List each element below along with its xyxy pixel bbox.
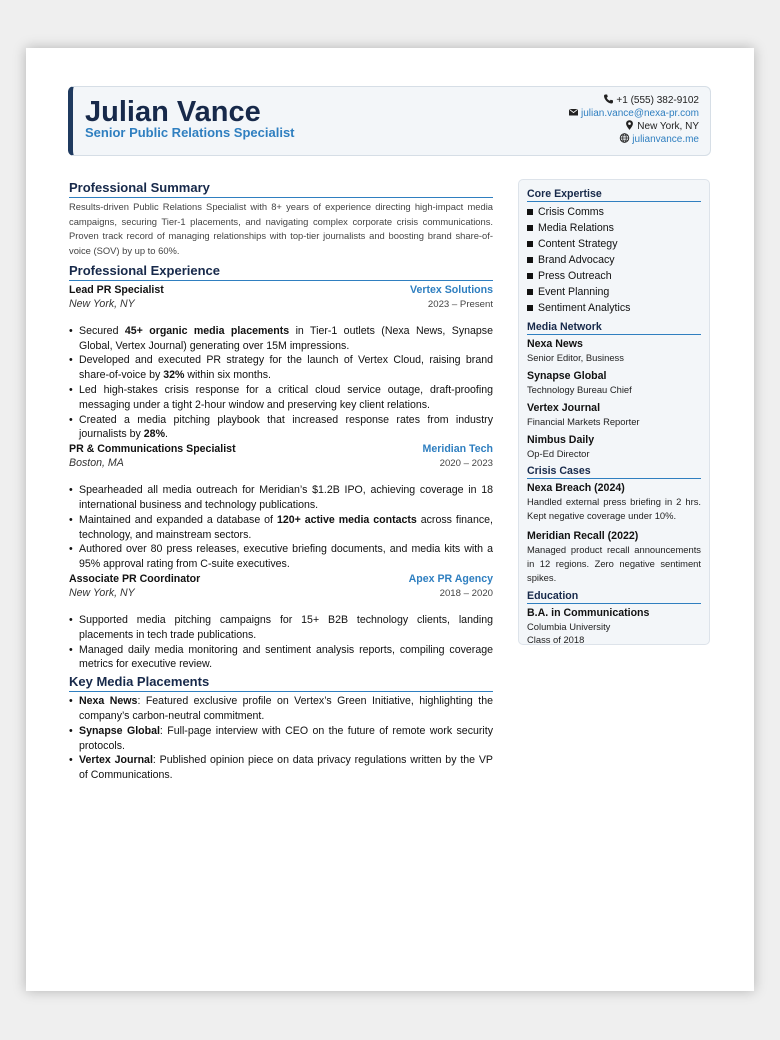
location-row [568,120,699,133]
crisis-case-desc: Handled external press briefing in 2 hrs. Kept negative coverage under 10%. [527,496,701,522]
job-location: Boston, MA [69,457,124,470]
bullet-highlight: 28% [143,428,165,441]
job-bullet [69,413,493,443]
location-text: New York, NY [637,121,699,132]
bullet-text: Supported media pitching campaigns for 15+ B2B technology clients, landing placements in tech trade publications. [79,613,493,641]
crisis-heading: Crisis Cases [527,465,701,479]
summary-heading: Professional Summary [69,180,493,198]
job-bullet [69,542,493,572]
job-role: Lead PR Specialist [69,283,164,296]
placement-outlet: Synapse Global [79,724,160,737]
education-heading: Education [527,590,701,604]
job-meta [69,586,493,601]
job-location: New York, NY [69,586,135,599]
expertise-item: Sentiment Analytics [527,300,701,316]
phone-icon [603,94,614,104]
bullet-text: within six months. [184,369,271,382]
job-bullet [69,483,493,513]
job-bullet [69,324,493,354]
candidate-name: Julian Vance [85,96,261,128]
job-bullet [69,613,493,643]
job-company: Apex PR Agency [408,572,493,585]
job-spacer [69,471,493,483]
job-entry [69,442,493,572]
website-link[interactable]: julianvance.me [632,134,699,145]
education-school: Columbia University [527,621,611,633]
job-company: Vertex Solutions [409,283,493,296]
job-dates: 2018 – 2020 [439,587,493,599]
job-bullets [69,483,493,572]
job-meta [69,456,493,471]
placement-text: : Featured exclusive profile on Vertex’s Green Initiative, highlighting the company’s carbon-neutral commitment. [79,695,493,722]
email-link[interactable]: julian.vance@nexa-pr.com [581,108,699,119]
phone-row [568,94,699,107]
placement-outlet: Nexa News [79,695,138,708]
placement-item [69,753,493,783]
crisis-case-name: Meridian Recall (2022) [527,529,639,542]
job-bullet [69,513,493,543]
job-bullets [69,324,493,442]
job-bullets [69,613,493,672]
crisis-case-name: Nexa Breach (2024) [527,482,625,494]
expertise-item: Crisis Comms [527,204,701,220]
network-outlet: Synapse Global [527,370,607,382]
email-row [568,107,699,120]
bullet-text: . [164,428,168,441]
network-role: Senior Editor, Business [527,352,624,363]
placements-list [69,694,493,783]
map-pin-icon [624,120,635,130]
placements-heading: Key Media Placements [69,674,493,692]
bullet-text: Spearheaded all media outreach for Meridian’s $1.2B IPO, achieving coverage in 18 international business and technology publications. [79,484,493,511]
job-dates: 2020 – 2023 [439,458,493,470]
job-role: PR & Communications Specialist [69,443,236,456]
summary-text: Results-driven Public Relations Specialist with 8+ years of experience directing high-impact media campaigns, securing Tier-1 placements, and navigating complex corporate crisis communications. Proven track record of managing relationships with top-tier journalists and boosting brand share-of-voice (SOV) by up to 60%. [69,201,493,257]
job-bullet [69,383,493,413]
bullet-text: Authored over 80 press releases, executive briefing documents, and media kits with a 95% approval rating from C-suite executives. [79,543,493,571]
candidate-title: Senior Public Relations Specialist [85,125,295,140]
job-dates: 2023 – Present [427,298,493,310]
job-company: Meridian Tech [422,443,493,456]
expertise-list [527,204,701,316]
expertise-heading: Core Expertise [527,188,701,202]
bullet-highlight: 32% [163,369,185,382]
job-spacer [69,312,493,324]
contact-block [568,94,699,146]
bullet-text: across finance, technology, and mainstream sectors. [79,513,493,541]
bullet-text: in Tier-1 outlets (Nexa News, Synapse Global, Vertex Journal) generating over 15M impressions. [79,324,493,352]
network-role: Op-Ed Director [527,448,590,459]
network-list [527,337,701,465]
website-row [568,133,699,146]
job-role: Associate PR Coordinator [69,572,201,585]
bullet-text: Created a media pitching playbook that increased response rates from industry journalists by [79,413,493,441]
main-column [69,180,493,783]
job-entry [69,283,493,442]
resume-page [26,48,754,991]
education-year: Class of 2018 [527,634,585,646]
bullet-text: Managed daily media monitoring and sentiment analysis reports, compiling coverage metrics for executive review. [79,643,493,671]
bullet-text: Developed and executed PR strategy for the launch of Vertex Cloud, raising brand share-of-voice by [79,354,493,382]
expertise-item: Content Strategy [527,236,701,252]
bullet-highlight: 120+ active media contacts [276,513,417,526]
job-location: New York, NY [69,297,135,310]
bullet-text: Maintained and expanded a database of [79,513,277,526]
network-outlet: Vertex Journal [527,402,601,414]
job-meta [69,297,493,312]
bullet-text: Secured [79,324,125,337]
placement-text: : Full-page interview with CEO on the future of remote work security protocols. [79,724,494,752]
bullet-highlight: 45+ organic media placements [124,324,290,337]
globe-icon [619,133,630,143]
phone-text: +1 (555) 382-9102 [616,95,699,106]
placement-item [69,724,493,754]
network-role: Technology Bureau Chief [527,384,632,395]
education-degree: B.A. in Communications [527,607,650,620]
network-outlet: Nexa News [527,338,583,350]
job-bullet [69,643,493,673]
network-role: Financial Markets Reporter [527,416,640,427]
crisis-list [527,481,701,590]
resume-header [68,86,711,156]
expertise-item: Press Outreach [527,268,701,284]
bullet-text: Led high-stakes crisis response for a critical cloud service outage, draft-proofing messaging under a tight 2-hour window and preserving key client relations. [79,384,493,411]
job-entry [69,572,493,672]
placement-text: : Published opinion piece on data privacy regulations written by the VP of Communications. [79,754,494,782]
expertise-item: Media Relations [527,220,701,236]
job-bullet [69,353,493,383]
placement-item [69,694,493,724]
placement-outlet: Vertex Journal [79,754,153,767]
job-spacer [69,601,493,613]
job-header [69,283,493,297]
sidebar [518,179,710,645]
crisis-case-desc: Managed product recall announcements in 12 regions. Zero negative sentiment spikes. [527,543,701,584]
expertise-item: Brand Advocacy [527,252,701,268]
job-header [69,442,493,456]
network-heading: Media Network [527,321,701,335]
expertise-item: Event Planning [527,284,701,300]
envelope-icon [568,107,579,117]
network-outlet: Nimbus Daily [527,434,595,446]
experience-heading: Professional Experience [69,263,493,281]
job-header [69,572,493,586]
experience-list [69,283,493,672]
